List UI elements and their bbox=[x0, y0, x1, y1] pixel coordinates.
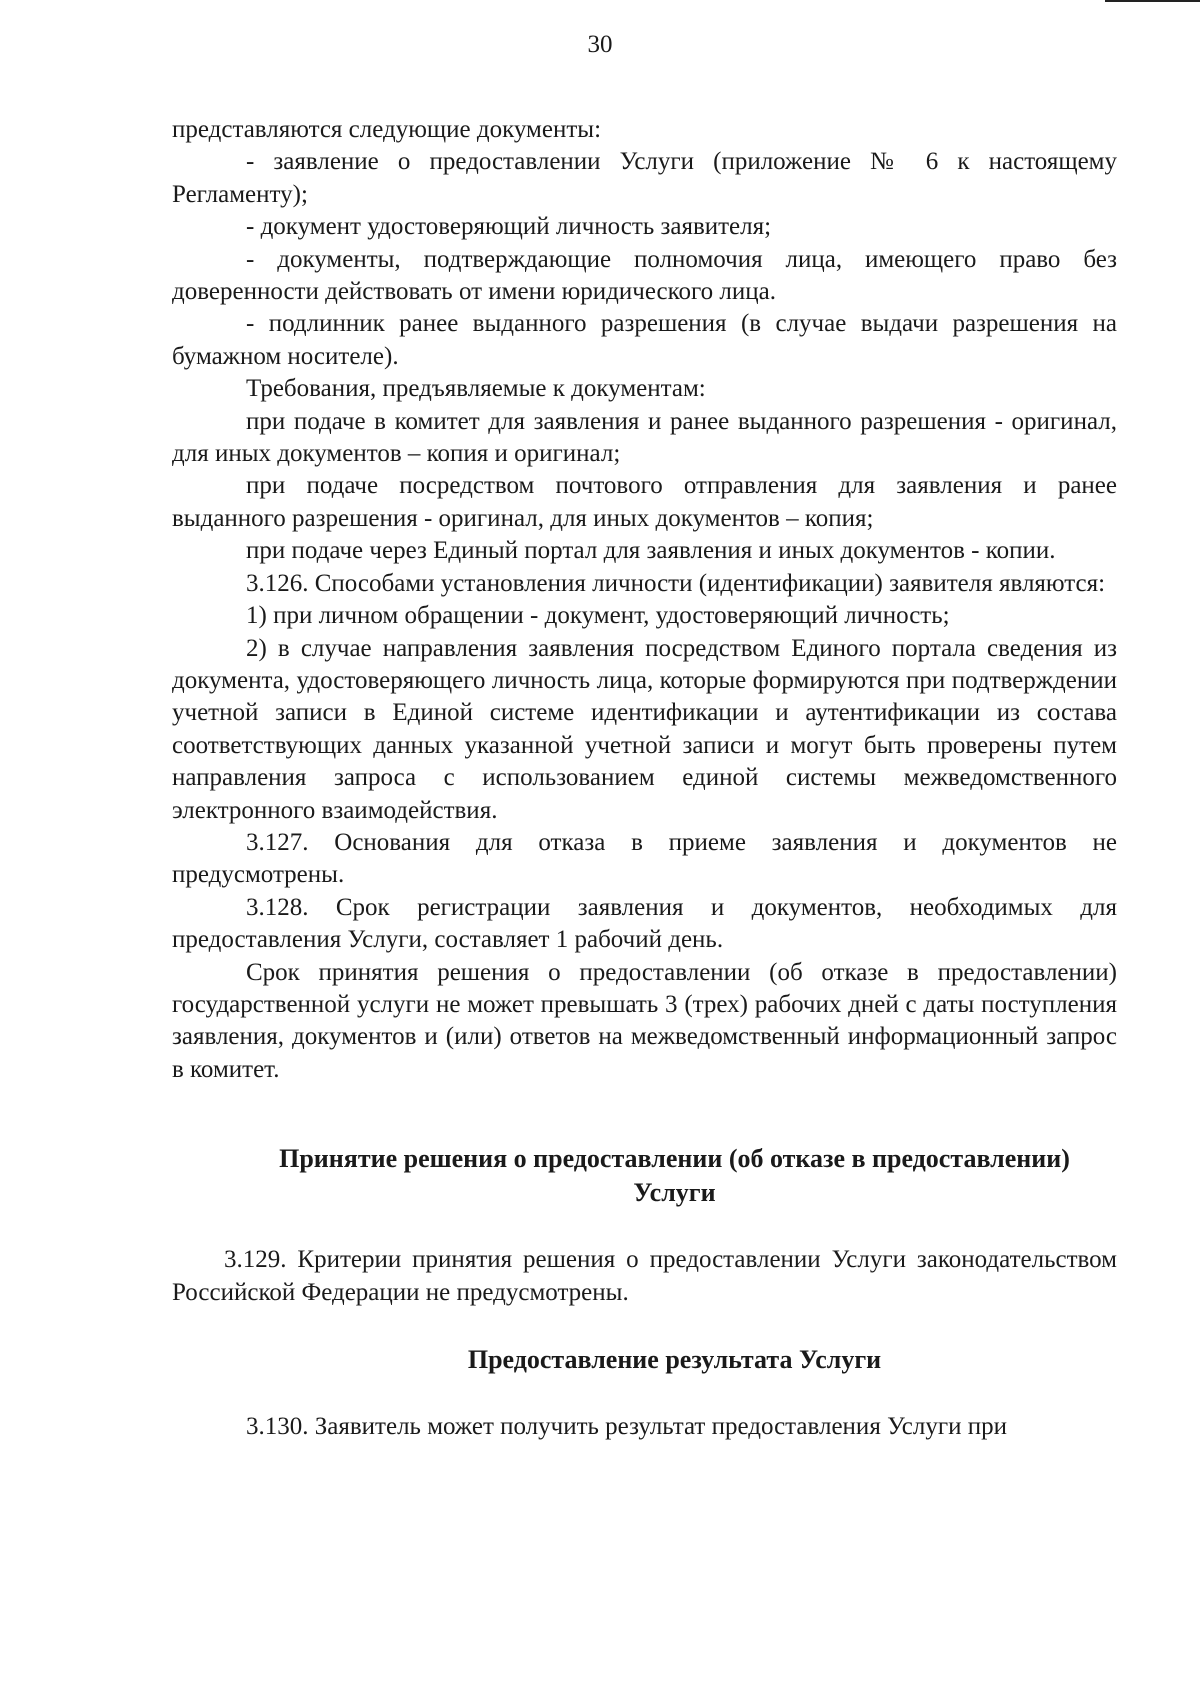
section-heading: Предоставление результата Услуги bbox=[467, 1345, 882, 1374]
paragraph: 3.126. Способами установления личности (идентификации) заявителя являются: bbox=[246, 569, 1106, 597]
spacer bbox=[172, 1309, 1117, 1343]
document-body bbox=[172, 114, 1117, 1443]
paragraph: 3.128. Срок регистрации заявления и документов, необходимых для предоставления Услуги, составляет 1 рабочий день. bbox=[172, 893, 1117, 954]
paragraph: - документы, подтверждающие полномочия лица, имеющего право без доверенности действовать от имени юридического лица. bbox=[172, 245, 1117, 306]
spacer bbox=[172, 1377, 1117, 1411]
spacer bbox=[172, 1210, 1117, 1244]
paragraph: 2) в случае направления заявления посредством Единого портала сведения из документа, удостоверяющего личность лица, которые формируются при подтверждении учетной записи в Единой системе идентификации и аутентификации из состава соответствующих данных указанной учетной записи и могут быть проверены путем направления запроса с использованием единой системы межведомственного электронного взаимодействия. bbox=[172, 634, 1117, 824]
paragraph: Срок принятия решения о предоставлении (об отказе в предоставлении) государственной услуги не может превышать 3 (трех) рабочих дней с даты поступления заявления, документов и (или) ответов на межведомственный информационный запрос в комитет. bbox=[172, 958, 1117, 1083]
paragraph: - документ удостоверяющий личность заявителя; bbox=[246, 213, 772, 241]
section-heading: Принятие решения о предоставлении (об отказе в предоставлении) bbox=[279, 1144, 1070, 1174]
paragraph: 3.130. Заявитель может получить результат предоставления Услуги при bbox=[246, 1413, 1007, 1440]
paragraph: при подаче в комитет для заявления и ранее выданного разрешения - оригинал, для иных документов – копия и оригинал; bbox=[172, 407, 1117, 468]
paragraph: при подаче через Единый портал для заявления и иных документов - копии. bbox=[246, 537, 1056, 565]
section-heading: Услуги bbox=[633, 1178, 716, 1208]
paragraph: представляются следующие документы: bbox=[172, 116, 602, 143]
paragraph: - подлинник ранее выданного разрешения (в случае выдачи разрешения на бумажном носителе). bbox=[172, 310, 1117, 370]
paragraph: 1) при личном обращении - документ, удостоверяющий личность; bbox=[246, 602, 950, 630]
paragraph: 3.129. Критерии принятия решения о предоставлении Услуги законодательством Российской Федерации не предусмотрены. bbox=[172, 1246, 1117, 1306]
top-rule bbox=[1105, 0, 1200, 2]
page-number: 30 bbox=[587, 31, 613, 58]
paragraph: Требования, предъявляемые к документам: bbox=[246, 375, 706, 403]
paragraph: - заявление о предоставлении Услуги (приложение № 6 к настоящему Регламенту); bbox=[172, 148, 1117, 208]
paragraph: при подаче посредством почтового отправления для заявления и ранее выданного разрешения - оригинал, для иных документов – копия; bbox=[172, 472, 1117, 532]
paragraph: 3.127. Основания для отказа в приеме заявления и документов не предусмотрены. bbox=[172, 828, 1117, 889]
spacer bbox=[172, 1086, 1117, 1142]
